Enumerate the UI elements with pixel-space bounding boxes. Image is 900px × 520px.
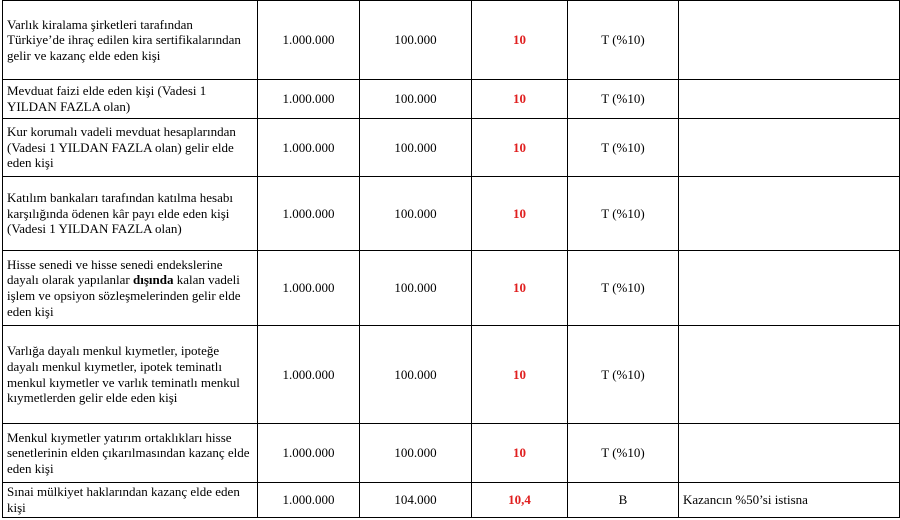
row-income: 100.000 [360, 251, 472, 326]
row-note [679, 326, 900, 424]
row-rate: 10 [472, 326, 568, 424]
row-rate: 10 [472, 119, 568, 177]
row-note [679, 119, 900, 177]
row-note [679, 1, 900, 80]
row-note: Kazancın %50’si istisna [679, 483, 900, 518]
table-row [3, 424, 900, 483]
row-income: 104.000 [360, 483, 472, 518]
table-row [3, 177, 900, 251]
row-description: Sınai mülkiyet haklarından kazanç elde eden kişi [3, 483, 258, 518]
row-amount: 1.000.000 [258, 424, 360, 483]
row-note [679, 177, 900, 251]
row-description: Varlığa dayalı menkul kıymetler, ipoteğe dayalı menkul kıymetler, ipotek teminatlı menkul kıymetler ve varlık teminatlı menkul kıymetlerden gelir elde eden kişi [3, 326, 258, 424]
row-amount: 1.000.000 [258, 177, 360, 251]
table-row [3, 80, 900, 119]
row-description: Varlık kiralama şirketleri tarafından Türkiye’de ihraç edilen kira sertifikalarından gelir ve kazanç elde eden kişi [3, 1, 258, 80]
row-description-post: kalan vadeli işlem ve opsiyon sözleşmelerinden gelir elde eden kişi [7, 272, 241, 319]
row-type: T (%10) [568, 80, 679, 119]
row-description-bold: dışında [132, 272, 174, 288]
row-type: B [568, 483, 679, 518]
row-description: Katılım bankaları tarafından katılma hesabı karşılığında ödenen kâr payı elde eden kişi (Vadesi 1 YILDAN FAZLA olan) [3, 177, 258, 251]
row-amount: 1.000.000 [258, 1, 360, 80]
row-rate: 10 [472, 251, 568, 326]
row-amount: 1.000.000 [258, 483, 360, 518]
row-note [679, 80, 900, 119]
table-row [3, 1, 900, 80]
row-type: T (%10) [568, 119, 679, 177]
row-type: T (%10) [568, 1, 679, 80]
row-amount: 1.000.000 [258, 326, 360, 424]
row-income: 100.000 [360, 80, 472, 119]
row-amount: 1.000.000 [258, 80, 360, 119]
row-rate: 10 [472, 80, 568, 119]
table-row [3, 119, 900, 177]
row-description [3, 251, 258, 326]
table-row [3, 326, 900, 424]
row-income: 100.000 [360, 177, 472, 251]
row-amount: 1.000.000 [258, 251, 360, 326]
row-rate: 10 [472, 424, 568, 483]
row-description: Menkul kıymetler yatırım ortaklıkları hisse senetlerinin elden çıkarılmasından kazanç elde eden kişi [3, 424, 258, 483]
row-description-pre: Hisse senedi ve hisse senedi endekslerine dayalı olarak yapılanlar [7, 256, 223, 288]
row-income: 100.000 [360, 1, 472, 80]
row-rate: 10,4 [472, 483, 568, 518]
table-row [3, 251, 900, 326]
row-description: Mevduat faizi elde eden kişi (Vadesi 1 YILDAN FAZLA olan) [3, 80, 258, 119]
tax-table [2, 0, 900, 518]
row-income: 100.000 [360, 326, 472, 424]
row-type: T (%10) [568, 177, 679, 251]
row-type: T (%10) [568, 326, 679, 424]
row-rate: 10 [472, 177, 568, 251]
row-type: T (%10) [568, 251, 679, 326]
row-income: 100.000 [360, 424, 472, 483]
table-row [3, 483, 900, 518]
row-type: T (%10) [568, 424, 679, 483]
row-note [679, 251, 900, 326]
row-note [679, 424, 900, 483]
row-amount: 1.000.000 [258, 119, 360, 177]
row-description: Kur korumalı vadeli mevduat hesaplarından (Vadesi 1 YILDAN FAZLA olan) gelir elde eden kişi [3, 119, 258, 177]
row-income: 100.000 [360, 119, 472, 177]
row-rate: 10 [472, 1, 568, 80]
